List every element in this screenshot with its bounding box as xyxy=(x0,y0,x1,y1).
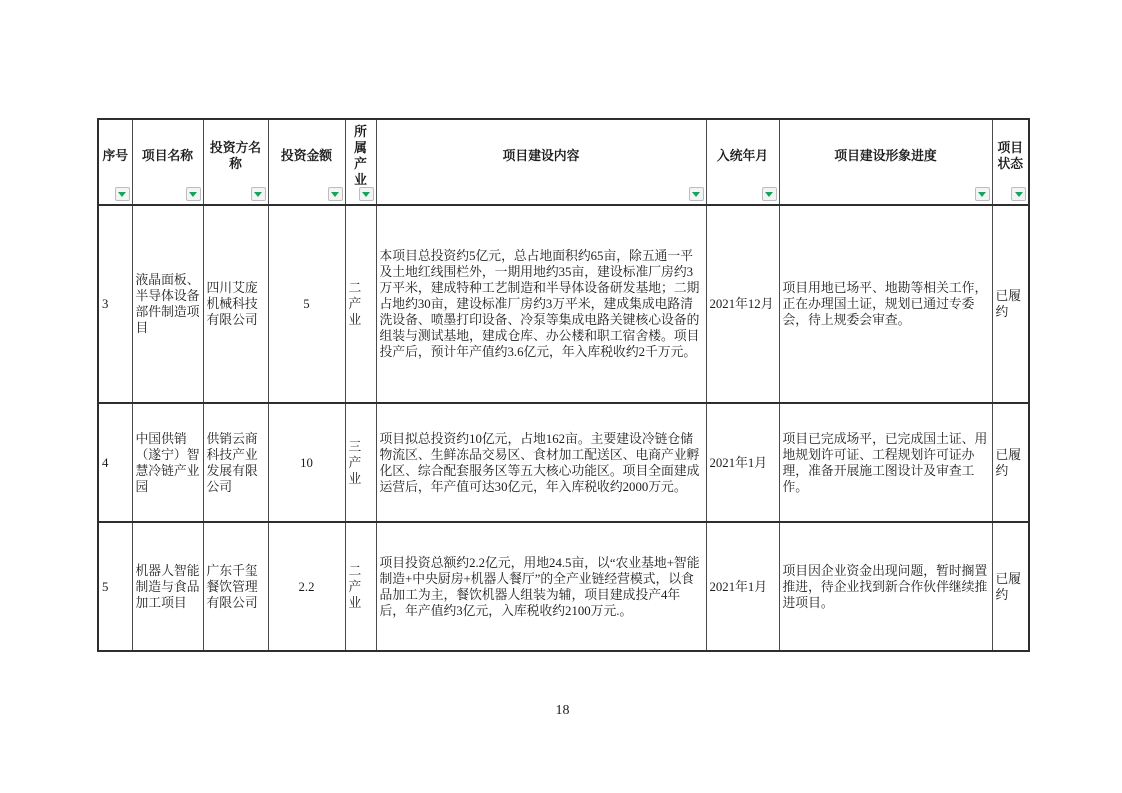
triangle-down-icon xyxy=(331,192,339,197)
triangle-down-icon xyxy=(978,192,986,197)
cell-date: 2021年1月 xyxy=(706,522,779,651)
cell-investor: 四川艾庞机械科技有限公司 xyxy=(203,205,268,403)
col-header-content xyxy=(376,119,706,205)
col-header-label: 项目建设形象进度 xyxy=(834,149,937,163)
col-header-label: 项目建设内容 xyxy=(502,149,580,163)
col-header-status xyxy=(992,119,1029,205)
cell-status: 已履约 xyxy=(992,403,1029,522)
page-number: 18 xyxy=(555,703,570,718)
filter-dropdown-icon[interactable] xyxy=(1011,187,1026,201)
triangle-down-icon xyxy=(254,192,262,197)
cell-project-name: 机器人智能制造与食品加工项目 xyxy=(132,522,203,651)
cell-investor: 供销云商科技产业发展有限公司 xyxy=(203,403,268,522)
col-header-date xyxy=(706,119,779,205)
cell-status: 已履约 xyxy=(992,522,1029,651)
col-header-investor xyxy=(203,119,268,205)
cell-date: 2021年12月 xyxy=(706,205,779,403)
cell-date: 2021年1月 xyxy=(706,403,779,522)
filter-dropdown-icon[interactable] xyxy=(186,187,201,201)
cell-progress: 项目已完成场平，已完成国土证、用地规划许可证、工程规划许可证办理，准备开展施工图设计及审查工作。 xyxy=(779,403,992,522)
triangle-down-icon xyxy=(765,192,773,197)
table-header-row xyxy=(98,119,1029,205)
filter-dropdown-icon[interactable] xyxy=(689,187,704,201)
cell-status: 已履约 xyxy=(992,205,1029,403)
cell-industry: 三产业 xyxy=(345,403,376,522)
cell-amount: 2.2 xyxy=(268,522,345,651)
triangle-down-icon xyxy=(362,192,370,197)
col-header-label: 所属产业 xyxy=(354,125,367,187)
filter-dropdown-icon[interactable] xyxy=(359,187,374,201)
cell-content: 项目投资总额约2.2亿元，用地24.5亩，以“农业基地+智能制造+中央厨房+机器人餐厅”的全产业链经营模式，以食品加工为主，餐饮机器人组装为辅，项目建成投产4年后，年产值约3亿元，入库税收约2100万元.。 xyxy=(376,522,706,651)
table-row xyxy=(98,205,1029,403)
triangle-down-icon xyxy=(189,192,197,197)
filter-dropdown-icon[interactable] xyxy=(975,187,990,201)
col-header-amount xyxy=(268,119,345,205)
cell-industry: 二产业 xyxy=(345,205,376,403)
col-header-label: 项目名称 xyxy=(141,149,194,163)
cell-seq: 4 xyxy=(98,403,132,522)
col-header-industry xyxy=(345,119,376,205)
cell-project-name: 中国供销（遂宁）智慧冷链产业园 xyxy=(132,403,203,522)
col-header-project-name xyxy=(132,119,203,205)
filter-dropdown-icon[interactable] xyxy=(251,187,266,201)
table-row xyxy=(98,403,1029,522)
col-header-label: 入统年月 xyxy=(716,149,769,163)
cell-content: 项目拟总投资约10亿元，占地162亩。主要建设冷链仓储物流区、生鲜冻品交易区、食材加工配送区、电商产业孵化区、综合配套服务区等五大核心功能区。项目全面建成运营后，年产值可达30亿元，年入库税收约2000万元。 xyxy=(376,403,706,522)
table-row xyxy=(98,522,1029,651)
cell-seq: 5 xyxy=(98,522,132,651)
filter-dropdown-icon[interactable] xyxy=(328,187,343,201)
cell-amount: 10 xyxy=(268,403,345,522)
projects-table xyxy=(97,118,1030,652)
cell-project-name: 液晶面板、半导体设备部件制造项目 xyxy=(132,205,203,403)
cell-industry: 二产业 xyxy=(345,522,376,651)
filter-dropdown-icon[interactable] xyxy=(115,187,130,201)
cell-amount: 5 xyxy=(268,205,345,403)
cell-progress: 项目因企业资金出现问题，暂时搁置推进，待企业找到新合作伙伴继续推进项目。 xyxy=(779,522,992,651)
col-header-progress xyxy=(779,119,992,205)
cell-investor: 广东千玺餐饮管理有限公司 xyxy=(203,522,268,651)
col-header-label: 投资金额 xyxy=(280,149,333,163)
col-header-label: 项目状态 xyxy=(997,141,1024,171)
triangle-down-icon xyxy=(692,192,700,197)
col-header-label: 投资方名称 xyxy=(209,141,262,171)
cell-seq: 3 xyxy=(98,205,132,403)
cell-content: 本项目总投资约5亿元，总占地面积约65亩，除五通一平及土地红线围栏外，一期用地约35亩，建设标准厂房约3万平米，建成特种工艺制造和半导体设备研发基地；二期占地约30亩，建设标准厂房约3万平米，建成集成电路清洗设备、喷墨打印设备、冷泵等集成电路关键核心设备的组装与测试基地，建成仓库、办公楼和职工宿舍楼。项目投产后，预计年产值约3.6亿元，年入库税收约2千万元。 xyxy=(376,205,706,403)
triangle-down-icon xyxy=(1015,192,1023,197)
col-header-seq xyxy=(98,119,132,205)
col-header-label: 序号 xyxy=(102,149,129,163)
filter-dropdown-icon[interactable] xyxy=(762,187,777,201)
triangle-down-icon xyxy=(118,192,126,197)
cell-progress: 项目用地已场平、地勘等相关工作，正在办理国土证，规划已通过专委会，待上规委会审查。 xyxy=(779,205,992,403)
